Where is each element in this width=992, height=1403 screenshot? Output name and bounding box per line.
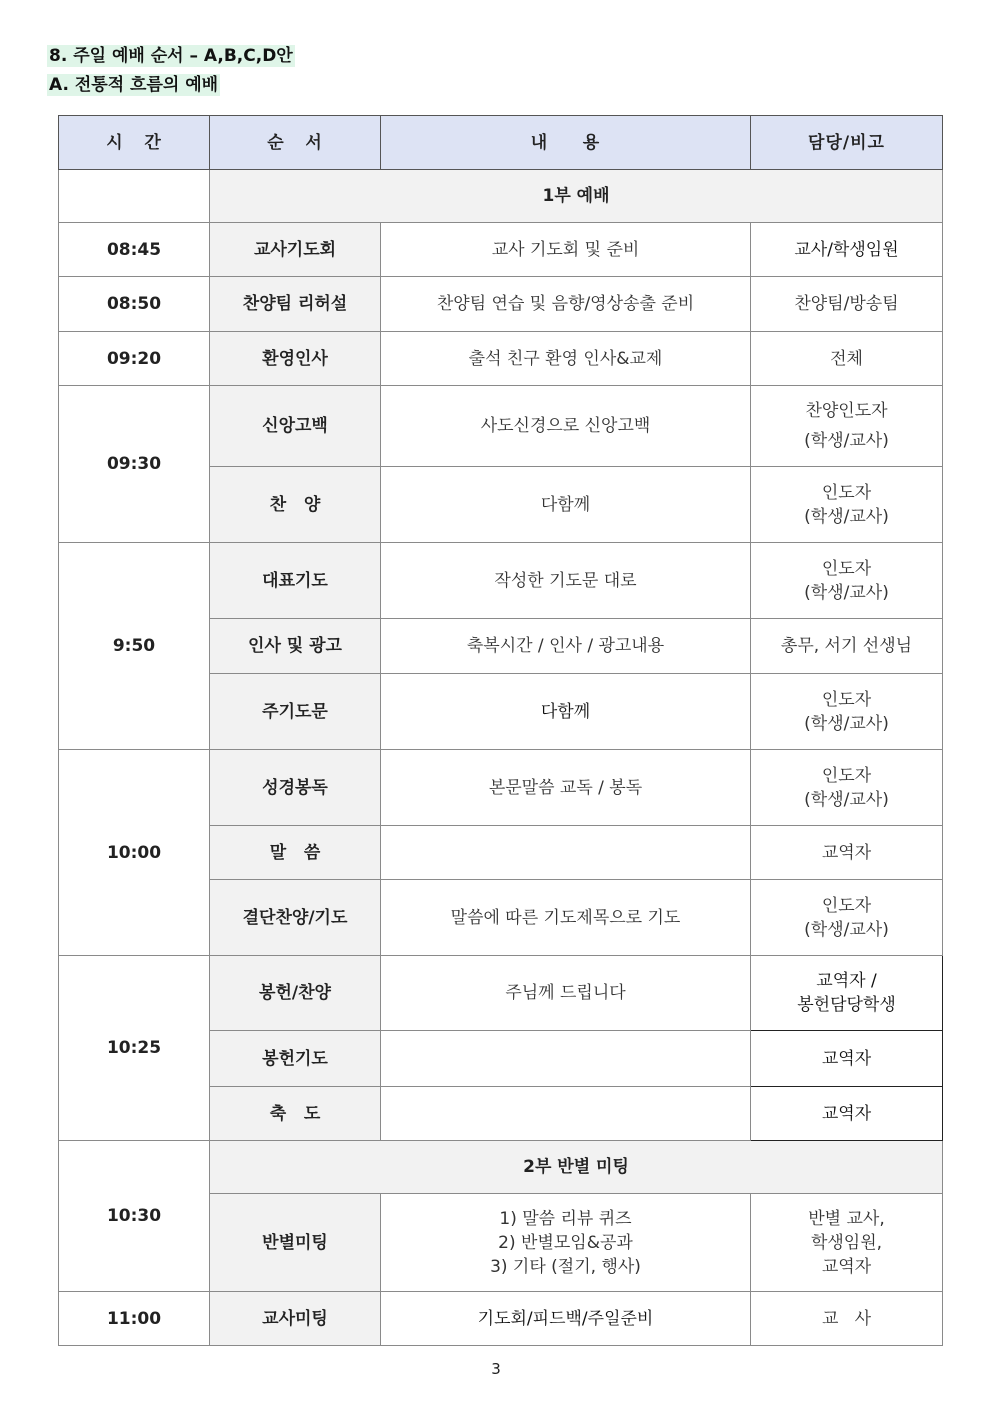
time-cell: 09:30	[59, 386, 210, 543]
role-cell: 교 사	[751, 1292, 943, 1346]
role-cell: 교역자	[751, 1031, 943, 1087]
role-line: 인도자	[821, 482, 872, 503]
header-time: 시 간	[59, 116, 210, 170]
time-cell: 09:20	[59, 332, 210, 386]
empty-cell	[59, 170, 210, 223]
table-row	[59, 750, 943, 826]
table-row	[59, 386, 943, 467]
order-cell: 찬양팀 리허설	[210, 277, 381, 332]
order-cell: 인사 및 광고	[210, 619, 381, 674]
time-cell: 10:30	[59, 1141, 210, 1292]
content-line: 3) 기타 (절기, 행사)	[490, 1256, 641, 1277]
table-row	[59, 332, 943, 386]
table-row	[59, 1292, 943, 1346]
order-cell: 환영인사	[210, 332, 381, 386]
content-cell: 작성한 기도문 대로	[381, 543, 751, 619]
content-cell	[381, 1194, 751, 1292]
section-row	[59, 170, 943, 223]
time-cell: 10:00	[59, 750, 210, 956]
role-line: 인도자	[821, 765, 872, 786]
order-cell: 교사기도회	[210, 223, 381, 277]
role-line: (학생/교사)	[804, 431, 889, 451]
role-cell: 총무, 서기 선생님	[751, 619, 943, 674]
order-cell: 봉헌기도	[210, 1031, 381, 1087]
section-row	[59, 1141, 943, 1194]
role-cell	[751, 386, 943, 467]
section-label-part1: 1부 예배	[210, 170, 943, 223]
role-line: 인도자	[821, 689, 872, 710]
content-cell: 말씀에 따른 기도제목으로 기도	[381, 880, 751, 956]
order-cell: 축 도	[210, 1087, 381, 1141]
table-row	[59, 223, 943, 277]
order-cell: 대표기도	[210, 543, 381, 619]
page-number: 3	[491, 1360, 501, 1378]
content-cell: 다함께	[381, 674, 751, 750]
time-cell: 9:50	[59, 543, 210, 750]
role-line: 봉헌담당학생	[797, 995, 896, 1015]
table-row	[59, 956, 943, 1031]
content-cell: 출석 친구 환영 인사&교제	[381, 332, 751, 386]
role-cell: 교사/학생임원	[751, 223, 943, 277]
order-cell: 결단찬양/기도	[210, 880, 381, 956]
time-cell: 11:00	[59, 1292, 210, 1346]
header-content: 내 용	[381, 116, 751, 170]
role-line: (학생/교사)	[804, 789, 889, 810]
role-cell	[751, 543, 943, 619]
order-cell: 신앙고백	[210, 386, 381, 467]
role-line: 교역자 /	[816, 971, 877, 991]
header-order: 순 서	[210, 116, 381, 170]
order-cell: 교사미팅	[210, 1292, 381, 1346]
time-cell: 08:50	[59, 277, 210, 332]
content-line: 1) 말씀 리뷰 퀴즈	[499, 1208, 632, 1229]
section-heading: 8. 주일 예배 순서 – A,B,C,D안	[49, 46, 293, 66]
table-header-row	[59, 116, 943, 170]
table-row	[59, 277, 943, 332]
order-cell: 성경봉독	[210, 750, 381, 826]
role-line: 인도자	[821, 558, 872, 579]
content-cell	[381, 1087, 751, 1141]
order-cell: 주기도문	[210, 674, 381, 750]
role-line: (학생/교사)	[804, 506, 889, 527]
subsection-heading: A. 전통적 흐름의 예배	[49, 75, 219, 95]
role-line: 교역자	[821, 1256, 872, 1277]
content-cell: 다함께	[381, 467, 751, 543]
table-row	[59, 543, 943, 619]
role-cell: 찬양팀/방송팀	[751, 277, 943, 332]
content-line: 2) 반별모임&공과	[498, 1232, 633, 1253]
time-cell: 10:25	[59, 956, 210, 1141]
role-cell	[751, 956, 943, 1031]
content-cell: 찬양팀 연습 및 음향/영상송출 준비	[381, 277, 751, 332]
role-line: (학생/교사)	[804, 713, 889, 734]
role-cell	[751, 674, 943, 750]
role-line: 인도자	[821, 895, 872, 916]
worship-schedule-table	[58, 115, 943, 1346]
role-line: (학생/교사)	[804, 919, 889, 940]
header-role: 담당/비고	[751, 116, 943, 170]
role-cell	[751, 750, 943, 826]
content-cell: 축복시간 / 인사 / 광고내용	[381, 619, 751, 674]
role-cell: 전체	[751, 332, 943, 386]
order-cell: 반별미팅	[210, 1194, 381, 1292]
content-cell	[381, 826, 751, 880]
order-cell: 찬 양	[210, 467, 381, 543]
role-line: 학생임원,	[810, 1232, 883, 1253]
section-label-part2: 2부 반별 미팅	[210, 1141, 943, 1194]
role-line: (학생/교사)	[804, 582, 889, 603]
role-cell	[751, 467, 943, 543]
role-cell: 교역자	[751, 1087, 943, 1141]
role-cell	[751, 1194, 943, 1292]
role-cell: 교역자	[751, 826, 943, 880]
content-cell: 주님께 드립니다	[381, 956, 751, 1031]
content-cell: 사도신경으로 신앙고백	[381, 386, 751, 467]
content-cell: 교사 기도회 및 준비	[381, 223, 751, 277]
role-line: 반별 교사,	[808, 1208, 885, 1229]
time-cell: 08:45	[59, 223, 210, 277]
order-cell: 말 씀	[210, 826, 381, 880]
content-cell: 기도회/피드백/주일준비	[381, 1292, 751, 1346]
order-cell: 봉헌/찬양	[210, 956, 381, 1031]
content-cell: 본문말씀 교독 / 봉독	[381, 750, 751, 826]
role-cell	[751, 880, 943, 956]
content-cell	[381, 1031, 751, 1087]
role-line: 찬양인도자	[805, 401, 888, 421]
